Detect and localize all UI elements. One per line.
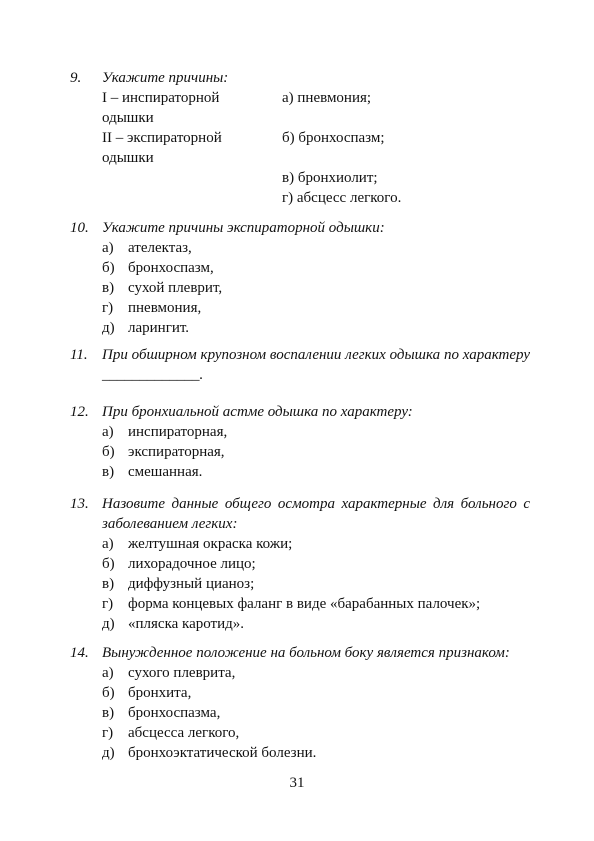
question-text: Укажите причины: [102, 70, 229, 86]
option-letter: б) [102, 685, 115, 701]
matching-left-item: II – экспираторной одышки [102, 130, 222, 166]
option-letter: б) [102, 556, 115, 572]
option-text: абсцесса легкого, [128, 725, 240, 741]
question-9 [70, 68, 530, 206]
option-text: пневмония, [128, 300, 202, 316]
option-text: сухой плеврит, [128, 280, 223, 296]
matching-right-item: б) бронхоспазм; [282, 130, 385, 146]
matching-right-item: г) абсцесс легкого. [282, 190, 402, 206]
answer-options [102, 238, 530, 338]
option-text: ателектаз, [128, 240, 192, 256]
question-number: 10. [70, 220, 89, 236]
answer-option [102, 534, 530, 554]
answer-option [102, 298, 530, 318]
matching-table [102, 88, 530, 206]
question-10 [70, 218, 530, 338]
option-letter: г) [102, 596, 114, 612]
answer-option [102, 723, 530, 743]
option-letter: г) [102, 300, 114, 316]
option-letter: а) [102, 240, 114, 256]
matching-left-item: I – инспираторной одышки [102, 90, 220, 126]
option-text: бронхоспазм, [128, 260, 214, 276]
question-number: 11. [70, 347, 88, 363]
question-text: Укажите причины экспираторной одышки: [102, 220, 385, 236]
answer-options [102, 663, 530, 763]
answer-option [102, 422, 530, 442]
answer-option [102, 703, 530, 723]
option-letter: а) [102, 536, 114, 552]
option-text: смешанная. [128, 464, 203, 480]
matching-right-column [282, 88, 482, 208]
answer-option [102, 238, 530, 258]
option-text: «пляска каротид». [128, 616, 245, 632]
option-letter: а) [102, 665, 114, 681]
answer-options [102, 534, 530, 634]
option-text: инспираторная, [128, 424, 228, 440]
option-text: ларингит. [128, 320, 190, 336]
matching-right-item: а) пневмония; [282, 90, 372, 106]
page-number: 31 [289, 775, 305, 791]
option-text: лихорадочное лицо; [128, 556, 256, 572]
option-letter: в) [102, 464, 115, 480]
option-text: экспираторная, [128, 444, 225, 460]
option-letter: д) [102, 320, 115, 336]
option-letter: д) [102, 745, 115, 761]
answer-option [102, 258, 530, 278]
answer-option [102, 663, 530, 683]
question-text: При бронхиальной астме одышка по характеру: [102, 404, 413, 420]
option-text: бронхоспазма, [128, 705, 221, 721]
question-13 [70, 494, 530, 634]
answer-option [102, 318, 530, 338]
option-letter: б) [102, 260, 115, 276]
question-number: 12. [70, 404, 89, 420]
answer-option [102, 462, 530, 482]
option-letter: г) [102, 725, 114, 741]
answer-option [102, 574, 530, 594]
option-letter: б) [102, 444, 115, 460]
option-text: бронхоэктатической болезни. [128, 745, 317, 761]
answer-option [102, 442, 530, 462]
option-text: желтушная окраска кожи; [128, 536, 293, 552]
answer-option [102, 594, 530, 614]
answer-options [102, 422, 530, 482]
option-letter: д) [102, 616, 115, 632]
option-text: бронхита, [128, 685, 192, 701]
question-11 [70, 345, 530, 385]
option-text: диффузный цианоз; [128, 576, 255, 592]
matching-left-column [102, 88, 252, 168]
option-letter: а) [102, 424, 114, 440]
answer-option [102, 554, 530, 574]
option-letter: в) [102, 280, 115, 296]
question-text: Вынужденное положение на больном боку является признаком: [102, 645, 510, 661]
matching-right-item: в) бронхиолит; [282, 170, 378, 186]
question-number: 14. [70, 645, 89, 661]
question-number: 13. [70, 496, 89, 512]
answer-option [102, 683, 530, 703]
option-letter: в) [102, 576, 115, 592]
option-text: форма концевых фаланг в виде «барабанных палочек»; [128, 596, 481, 612]
answer-option [102, 278, 530, 298]
question-12 [70, 402, 530, 482]
option-text: сухого плеврита, [128, 665, 236, 681]
answer-option [102, 614, 530, 634]
option-letter: в) [102, 705, 115, 721]
question-14 [70, 643, 530, 763]
question-text: При обширном крупозном воспалении легких одышка по характеру _____________. [102, 347, 530, 383]
question-number: 9. [70, 70, 82, 86]
answer-option [102, 743, 530, 763]
question-text: Назовите данные общего осмотра характерные для больного с заболеванием легких: [102, 496, 530, 532]
